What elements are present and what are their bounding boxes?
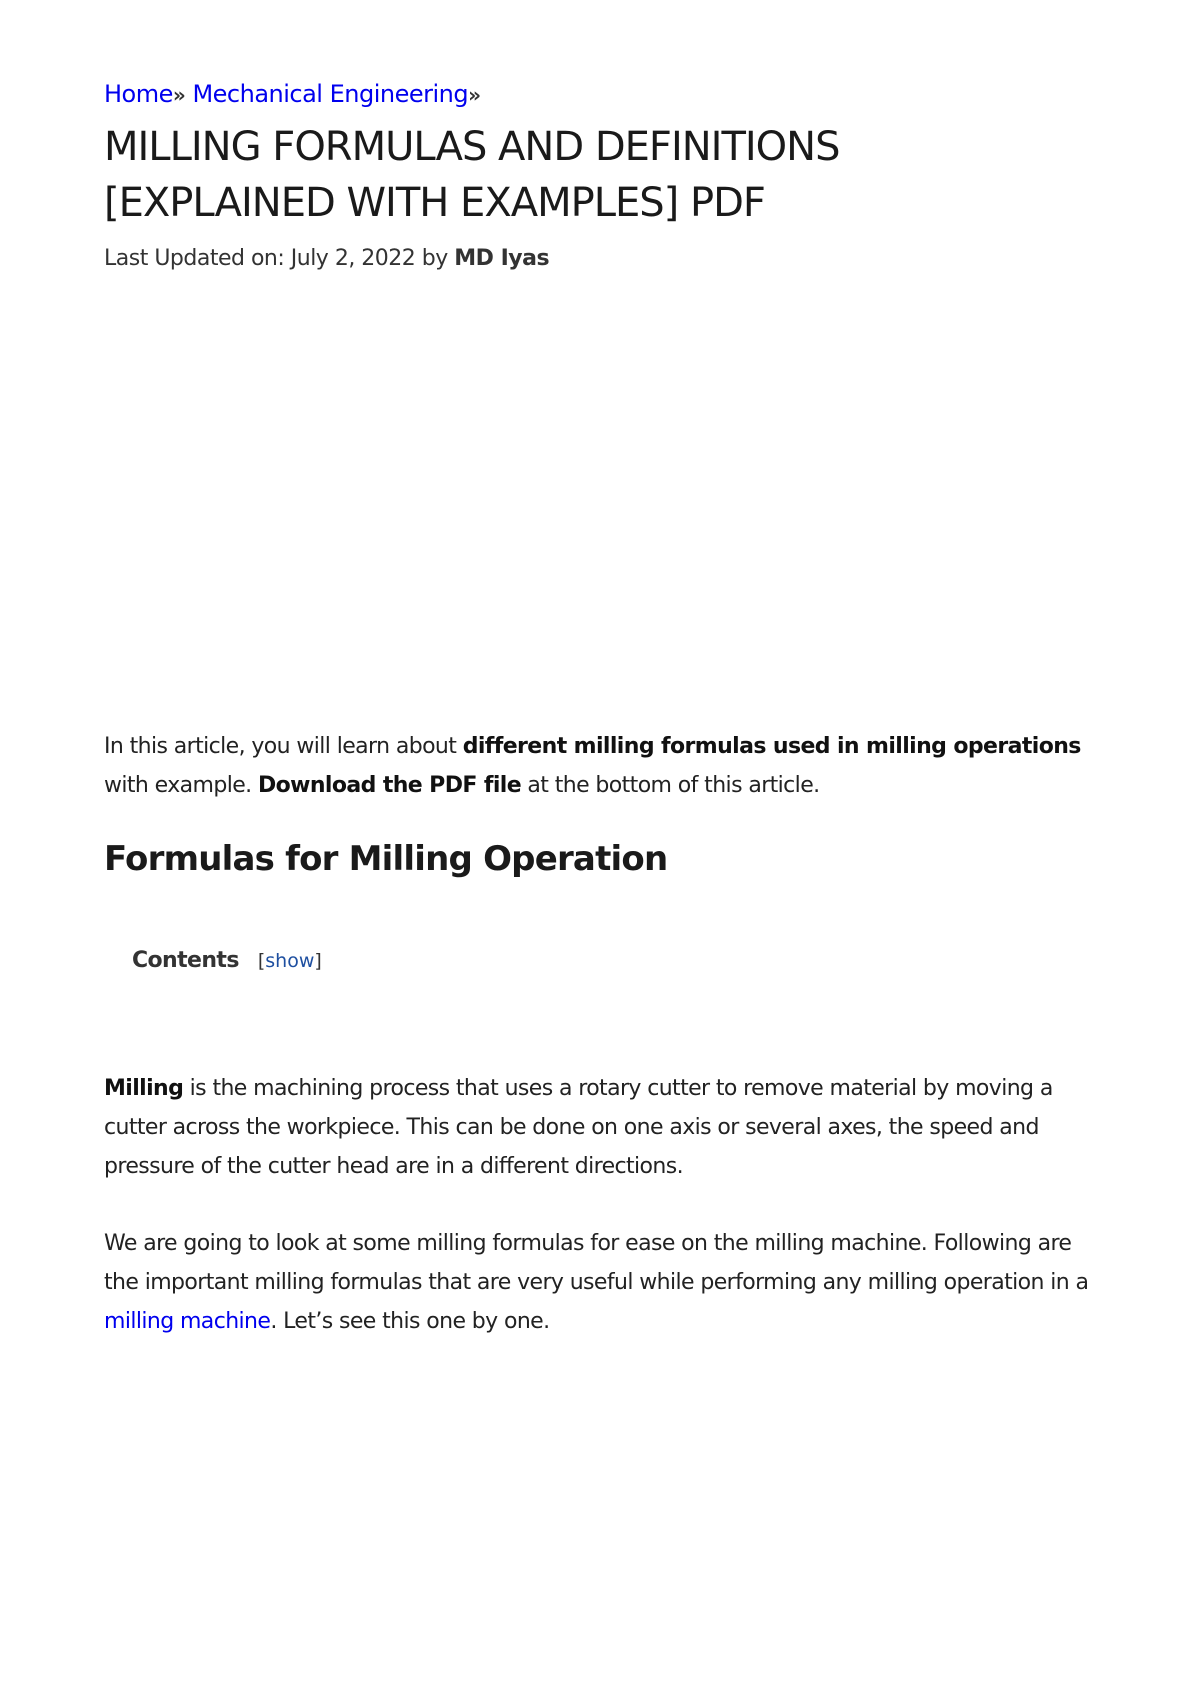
intro-text: at the bottom of this article. [521,773,820,798]
formulas-paragraph [104,1224,1104,1341]
milling-bold-term: Milling [104,1076,184,1101]
toc-title: Contents [132,948,239,973]
toc-bracket: ] [314,950,322,972]
article [104,76,1104,1341]
updated-label: Last Updated on: [104,246,291,271]
breadcrumb-separator: » [172,83,186,107]
by-label: by [415,246,455,271]
blank-ad-space [104,275,1104,727]
breadcrumb-home-link[interactable]: Home [104,80,173,108]
milling-text: is the machining process that uses a rotary cutter to remove material by moving a cutter across the workpiece. This can be done on one axis or several axes, the speed and pressure of the cutter head are in a different directions. [104,1076,1053,1179]
intro-bold-text: Download the PDF file [257,773,522,798]
milling-machine-link[interactable]: milling machine [104,1309,271,1334]
intro-paragraph [104,727,1104,805]
intro-text: with example. [104,773,258,798]
post-meta [104,243,1104,275]
toc-bracket: [ [257,950,266,972]
toc-show-link[interactable]: show [265,950,315,972]
breadcrumb [104,76,1104,113]
page-title: MILLING FORMULAS AND DEFINITIONS [EXPLAINED WITH EXAMPLES] PDF [104,124,840,226]
intro-bold-text: different milling formulas used in milling operations [462,734,1081,759]
formulas-text: . Let’s see this one by one. [270,1309,550,1334]
breadcrumb-separator: » [468,83,481,107]
intro-text: In this article, you will learn about [104,734,463,759]
breadcrumb-category-link[interactable]: Mechanical Engineering [192,80,469,108]
updated-date: July 2, 2022 [290,246,416,271]
author-name: MD Iyas [454,246,550,271]
section-heading: Formulas for Milling Operation [104,839,668,879]
table-of-contents [132,941,1104,981]
milling-paragraph [104,1069,1104,1186]
formulas-text: We are going to look at some milling formulas for ease on the milling machine. Following are the important milling formulas that are very useful while performing any milling operation in a [104,1231,1089,1295]
toc-toggle [258,950,322,972]
